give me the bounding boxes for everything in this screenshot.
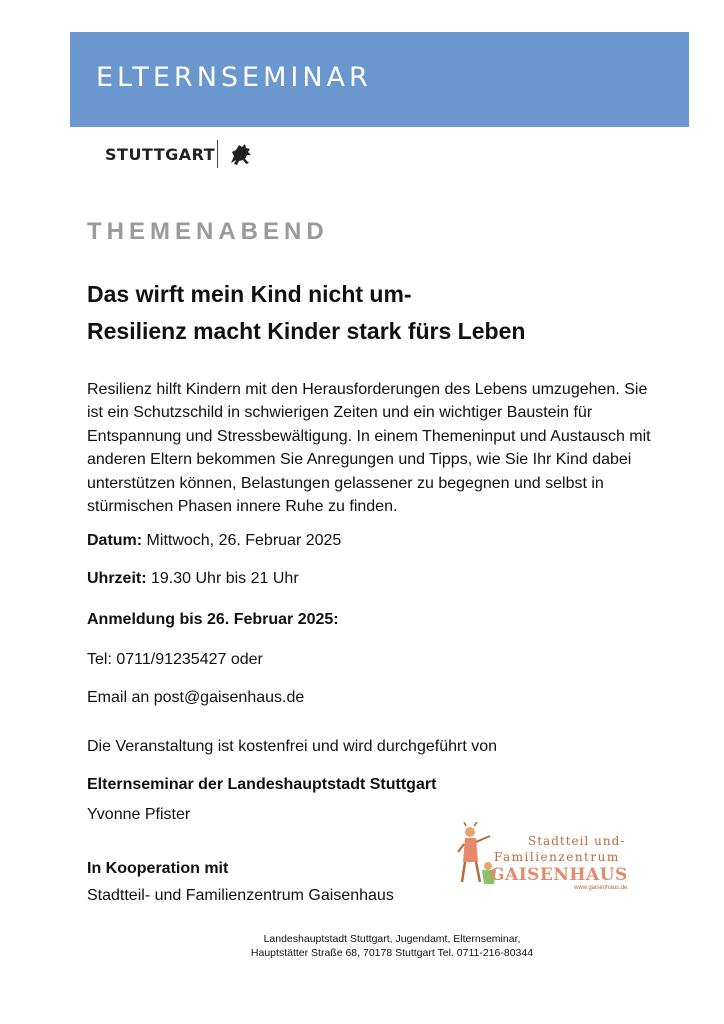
footer-line-1: Landeshauptstadt Stuttgart, Jugendamt, Elternseminar, <box>263 933 521 945</box>
event-type-heading: THEMENABEND <box>87 218 329 245</box>
cooperation-partner: Stadtteil- und Familienzentrum Gaisenhaus <box>87 887 394 904</box>
logo-divider <box>217 140 218 168</box>
date-value: Mittwoch, 26. Februar 2025 <box>142 532 342 549</box>
city-logo-text: STUTTGART <box>105 145 216 164</box>
event-title-line-1: Das wirft mein Kind nicht um- <box>87 281 412 307</box>
partner-logo-name: GAISENHAUS <box>490 865 628 885</box>
phone-line: Tel: 0711/91235427 oder <box>87 651 263 668</box>
description-line: Entspannung und Stressbewältigung. In einem Themeninput und Austausch mit <box>87 427 651 445</box>
date-row <box>87 532 341 550</box>
horse-icon <box>227 141 255 167</box>
description-line: anderen Eltern bekommen Sie Anregungen und Tipps, wie Sie Ihr Kind dabei <box>87 451 632 469</box>
description-line: stürmischen Phasen innere Ruhe zu finden. <box>87 498 398 516</box>
event-description <box>87 378 697 518</box>
date-label: Datum: <box>87 532 143 549</box>
cooperation-label: In Kooperation mit <box>87 860 229 877</box>
email-line: Email an post@gaisenhaus.de <box>87 689 305 706</box>
banner-title: ELTERNSEMINAR <box>96 62 372 93</box>
time-label: Uhrzeit: <box>87 570 147 587</box>
footer-line-2: Hauptstätter Straße 68, 70178 Stuttgart Tel. 0711-216-80344 <box>250 947 534 959</box>
organizer: Elternseminar der Landeshauptstadt Stuttgart <box>87 776 437 793</box>
description-line: Resilienz hilft Kindern mit den Herausforderungen des Lebens umzugehen. Sie <box>87 381 648 398</box>
contact-person: Yvonne Pfister <box>87 806 191 823</box>
partner-logo-url: www.gaisenhaus.de <box>574 885 628 891</box>
description-line: ist ein Schutzschild in schwierigen Zeiten und ein wichtiger Baustein für <box>87 404 593 422</box>
time-value: 19.30 Uhr bis 21 Uhr <box>146 570 299 587</box>
description-line: unterstützen können, Belastungen gelassener zu begegnen und selbst in <box>87 474 604 492</box>
stuttgart-logo <box>105 140 265 170</box>
event-title-line-2: Resilienz macht Kinder stark fürs Leben <box>87 318 526 344</box>
gaisenhaus-logo <box>456 822 641 894</box>
partner-logo-line-1: Stadtteil und- <box>528 834 626 848</box>
free-note: Die Veranstaltung ist kostenfrei und wird durchgeführt von <box>87 738 498 755</box>
time-row <box>87 570 299 588</box>
registration-heading: Anmeldung bis 26. Februar 2025: <box>87 611 339 628</box>
partner-logo-line-2: Familienzentrum <box>494 850 620 864</box>
